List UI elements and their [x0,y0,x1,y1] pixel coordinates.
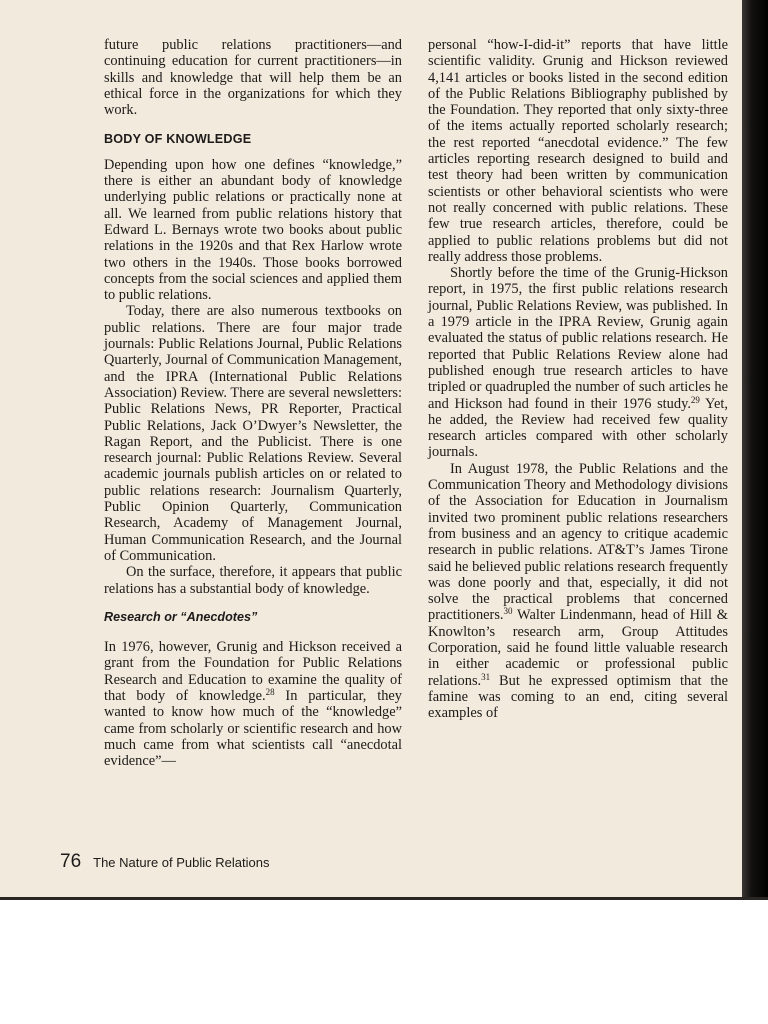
page-number: 76 [60,851,82,872]
paragraph-personal: personal “how-I-did-it” reports that have little scientific validity. Grunig and Hickson reviewed 4,141 articles or books listed in the second edition of the Public Relations Bibliography published by the Foundation. They reported that only sixty-three of the items actually reported scholarly research; the rest reported “anecdotal evidence.” The few articles reporting research designed to build and test theory had been written by communication scientists or other behavioral scientists who were not really concerned with public relations. These few true research articles, therefore, could be applied to public relations problems but did not really address those problems. [428,37,728,265]
paragraph-1976-continued: In particular, they wanted to know how much of the “knowledge” came from scholarly or scientific research and how much came from what scientists call “anecdotal evidence”— [104,687,402,770]
paragraph-today: Today, there are also numerous textbooks on public relations. There are four major trade journals: Public Relations Journal, Public Relations Quarterly, Journal of Communication Management, and the IPRA (International Public Relations Association) Review. There are several newsletters: Public Relations News, PR Reporter, Practical Public Relations, Jack O’Dwyer’s Newsletter, the Ragan Report, and the Publicist. There is one research journal: Public Relations Review. Several academic journals publish articles on or related to public relations research: Journalism Quarterly, Public Opinion Quarterly, Communication Research, Academy of Management Journal, Human Communication Research, and the Journal of Communication. [104,303,402,564]
running-title: The Nature of Public Relations [93,855,270,870]
left-column [104,37,402,769]
paragraph-shortly [428,265,728,461]
footnote-ref-31: 31 [481,671,491,682]
paragraph-august-end: But he expressed optimism that the famine was coming to an end, citing several examples of [428,672,728,722]
paragraph-1976-text: In 1976, however, Grunig and Hickson received a grant from the Foundation for Public Relations Research and Education to examine the quality of that body of knowledge. [104,639,402,704]
book-binding-shadow [742,0,768,898]
page-bottom-edge [0,897,768,900]
paragraph-august [428,461,728,722]
paragraph-1976 [104,639,402,769]
page-footer [60,851,269,873]
subheading-research-or-anecdotes: Research or “Anecdotes” [104,609,258,624]
paragraph-shortly-continued: Yet, he added, the Review had received few quality research articles compared with other scholarly journals. [428,395,728,461]
paragraph-august-text: In August 1978, the Public Relations and the Communication Theory and Methodology divisions of the Association for Education in Journalism invited two prominent public relations researchers from business and an agency to critique academic research in public relations. AT&T’s James Tirone said he believed public relations research frequently was done poorly and that, especially, it did not solve the practical problems that concerned practitioners. [428,460,728,624]
paragraph-intro: future public relations practitioners—and continuing education for current practitioners—in skills and knowledge that will help them be an ethical force in the organizations for which they work. [104,37,402,119]
section-heading-body-of-knowledge: BODY OF KNOWLEDGE [104,132,252,147]
footnote-ref-29: 29 [690,394,700,405]
footnote-ref-30: 30 [503,606,513,617]
paragraph-august-middle: Walter Lindenmann, head of Hill & Knowlton’s research arm, Group Attitudes Corporation, said he found little valuable research in either academic or professional public relations. [428,607,728,689]
paragraph-depending: Depending upon how one defines “knowledge,” there is either an abundant body of knowledge underlying public relations or practically none at all. We learned from public relations history that Edward L. Bernays wrote two books about public relations in the 1920s and that Rex Harlow wrote two others in the 1940s. Those books borrowed concepts from the social sciences and applied them to public relations. [104,156,402,304]
paragraph-surface: On the surface, therefore, it appears that public relations has a substantial body of knowledge. [104,564,402,597]
right-column [428,37,728,721]
footnote-ref-28: 28 [265,686,275,697]
paragraph-shortly-text: Shortly before the time of the Grunig-Hickson report, in 1975, the first public relations research journal, Public Relations Review, was published. In a 1979 article in the IPRA Review, Grunig again evaluated the status of public relations research. He reported that Public Relations Review alone had published enough true research articles to have tripled or quadrupled the number of such articles he and Hickson had found in their 1976 study. [428,265,728,412]
